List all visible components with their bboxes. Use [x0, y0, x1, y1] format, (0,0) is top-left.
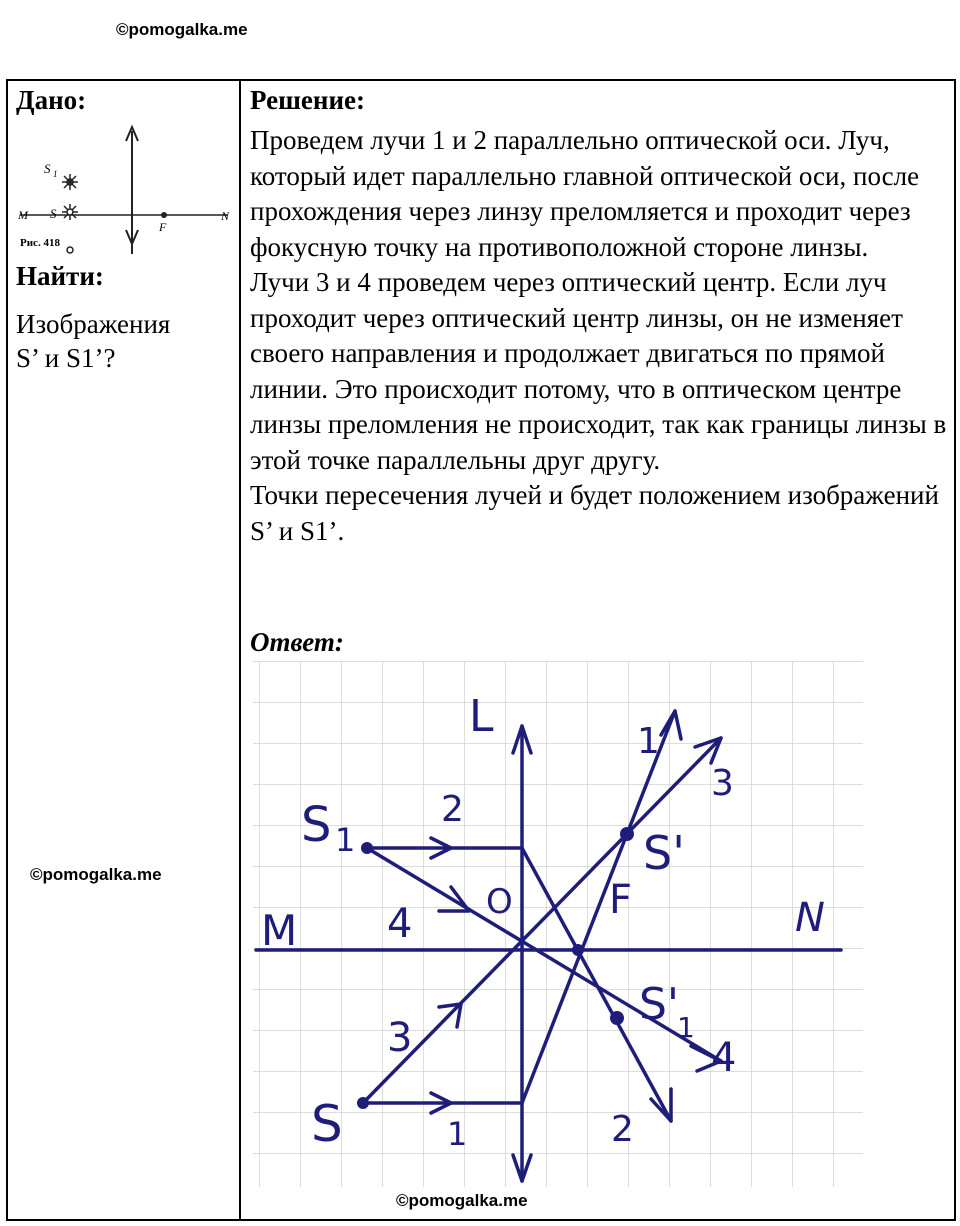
answer-sketch: [251, 661, 863, 1187]
given-title: Дано:: [16, 85, 87, 115]
label-ray-4-top: 4: [387, 901, 413, 947]
label-f: F: [159, 220, 167, 234]
find-title: Найти:: [16, 261, 104, 291]
solution-paragraph-3: Точки пересечения лучей и будет положением изображений S’ и S1’.: [250, 480, 939, 546]
label-S1-image-sub: 1: [677, 1011, 695, 1044]
label-S1-image: S': [639, 979, 680, 1030]
watermark-left: ©pomogalka.me: [30, 865, 162, 884]
figure-418-lower: [16, 198, 236, 258]
point-s1-image: [610, 1011, 624, 1025]
label-O: O: [486, 882, 513, 922]
label-ray-3-bottom: 3: [387, 1015, 413, 1061]
label-S1: S: [301, 797, 332, 853]
graph-paper-grid: [253, 661, 863, 1187]
label-s1-sub: 1: [53, 169, 58, 179]
watermark-bottom: ©pomogalka.me: [396, 1191, 528, 1210]
label-s: S: [50, 206, 57, 221]
watermark-top: ©pomogalka.me: [116, 20, 248, 39]
point-s1: [361, 842, 373, 854]
label-ray-1-top: 1: [637, 721, 660, 762]
label-F: F: [609, 877, 633, 923]
solution-paragraph-2: Лучи 3 и 4 проведем через оптический центр. Если луч проходит через оптический центр линзы, он не изменяет своего направления и продолжает двигаться по прямой линии. Это происходит потому, что в оптическом центре линзы преломления не происходит, так как границы линзы в этой точке параллельны друг другу.: [250, 267, 947, 475]
label-N: N: [795, 895, 825, 941]
point-s: [357, 1097, 369, 1109]
label-S: S: [311, 1095, 343, 1153]
label-s1: S: [44, 161, 51, 176]
find-line-1: Изображения: [16, 309, 171, 339]
solution-text: [250, 123, 950, 549]
label-m: M: [18, 208, 28, 222]
find-line-2: S’ и S1’?: [16, 343, 116, 373]
answer-title: Ответ:: [250, 627, 344, 657]
label-ray-2-bottom: 2: [611, 1109, 634, 1150]
solution-paragraph-1: Проведем лучи 1 и 2 параллельно оптической оси. Луч, который идет параллельно главной оптической оси, после прохождения через линзу преломляется и проходит через фокусную точку на противоположной стороне линзы.: [250, 125, 920, 262]
point-s-image: [620, 827, 634, 841]
label-M: M: [261, 906, 298, 955]
label-n: N: [221, 209, 230, 223]
find-text: [16, 307, 231, 375]
label-S1-sub: 1: [335, 821, 356, 859]
solution-title: Решение:: [250, 85, 365, 115]
problem-table: [6, 79, 956, 1221]
column-divider: [239, 81, 241, 1219]
source-s-rays: [62, 204, 78, 220]
label-ray-2-top: 2: [441, 789, 464, 830]
label-ray-3-top: 3: [711, 763, 734, 804]
figure-caption: Рис. 418: [20, 237, 60, 249]
source-s1-icon: [62, 174, 78, 190]
label-ray-4-bottom: 4: [711, 1035, 737, 1081]
label-ray-1-bottom: 1: [447, 1115, 468, 1153]
point-f: [572, 944, 584, 956]
label-L: L: [469, 691, 494, 742]
label-S-image: S': [643, 826, 685, 880]
